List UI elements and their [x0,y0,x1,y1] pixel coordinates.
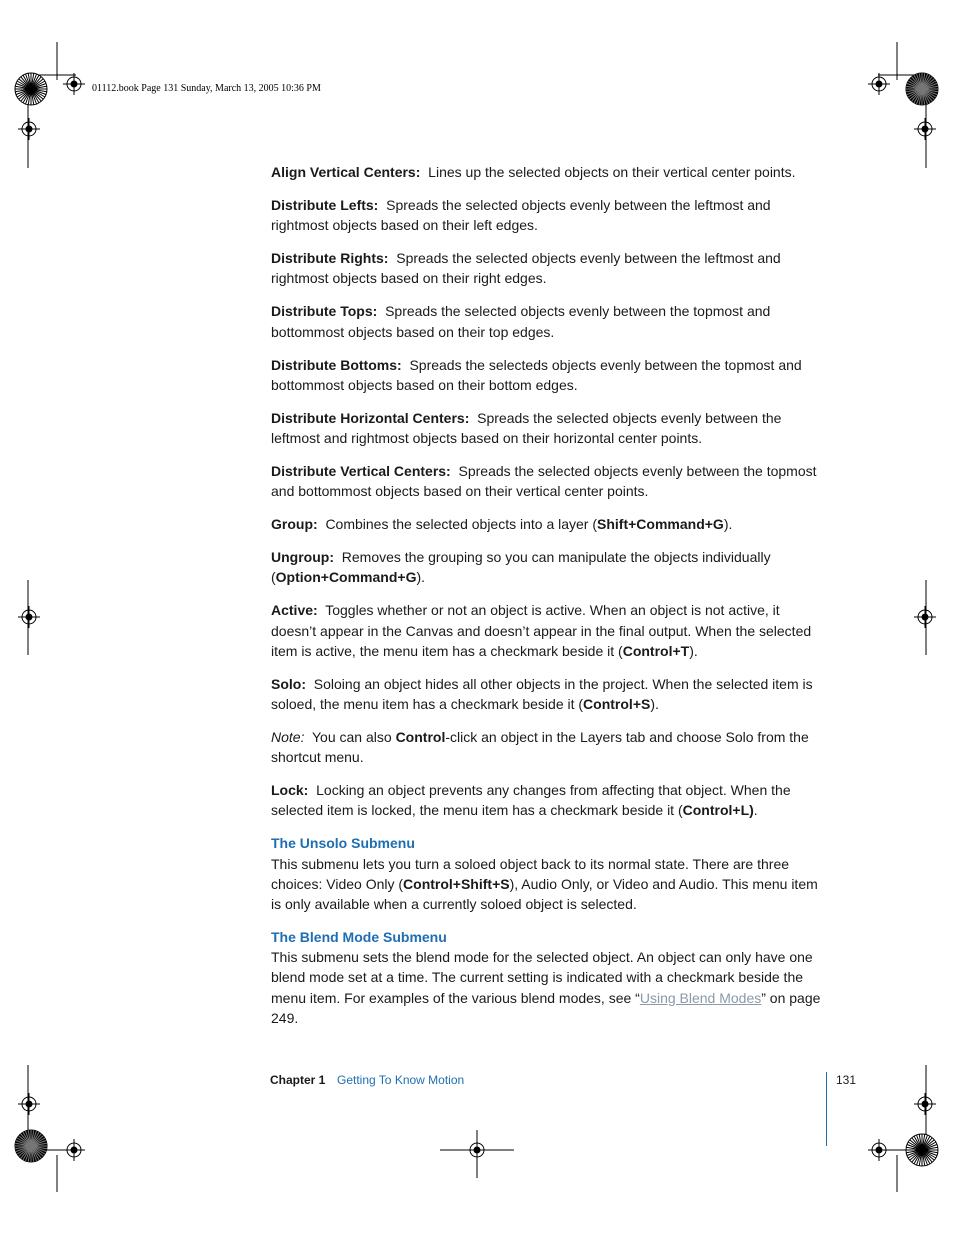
term: Solo: [271,675,306,692]
definition-text: Locking an object prevents any changes from affecting that object. When the selected item is locked, the menu item has a checkmark beside it ( [271,782,791,819]
definition-text: Spreads the selected objects evenly between the leftmost and rightmost objects based on their horizontal center points. [271,409,782,447]
definition-text: Combines the selected objects into a layer ( [325,516,598,533]
definition-distribute-tops [271,301,827,341]
term: Distribute Lefts: [271,197,379,213]
definition-distribute-lefts [271,195,827,235]
definition-distribute-vertical-centers [271,461,827,501]
definition-text: Spreads the selecteds objects evenly between the topmost and bottommost objects based on their bottom edges. [271,356,802,393]
page-number: 131 [836,1073,857,1087]
term: Distribute Rights: [271,250,389,267]
body-text: ), Audio Only, or Video and Audio. This menu item is only available when a currently soloed object is selected. [271,875,818,913]
modifier-key: Control [395,729,446,746]
term: Lock: [271,782,309,799]
term: Distribute Vertical Centers: [271,463,451,480]
definition-align-vertical-centers [271,162,827,182]
blend-mode-submenu-heading: The Blend Mode Submenu [271,929,447,946]
footer-chapter: Chapter 1 [270,1073,326,1087]
body-text: This submenu lets you turn a soloed object back to its normal state. There are three choices: Video Only ( [271,855,790,892]
definition-text: Removes the grouping so you can manipulate the objects individually ( [271,549,771,586]
blend-mode-submenu-body [271,947,827,1028]
book-page-stamp: 01112.book Page 131 Sunday, March 13, 2005 10:36 PM [92,83,321,94]
keyboard-shortcut: Shift+Command+G [597,516,724,533]
unsolo-submenu-heading: The Unsolo Submenu [271,835,415,852]
note-label: Note: [271,729,305,746]
punctuation: ). [689,642,698,659]
definition-solo [271,674,827,714]
keyboard-shortcut: Control+Shift+S [403,875,510,892]
term: Distribute Bottoms: [271,356,402,373]
definition-text: Lines up the selected objects on their vertical center points. [428,164,796,180]
keyboard-shortcut: Control+S [583,696,651,713]
term: Group: [271,516,318,533]
keyboard-shortcut: Control+T [622,642,690,659]
term: Align Vertical Centers: [271,164,421,180]
punctuation: ). [416,569,426,586]
footer-divider [826,1072,827,1146]
footer-chapter-title[interactable]: Getting To Know Motion [337,1073,465,1087]
term: Distribute Tops: [271,303,378,320]
note-text: -click an object in the Layers tab and choose Solo from the shortcut menu. [271,729,809,766]
using-blend-modes-link[interactable]: Using Blend Modes [639,989,762,1006]
definition-text: Toggles whether or not an object is active. When an object is not active, it doesn’t appear in the Canvas and doesn’t appear in the final output. When the selected item is active, the menu item has a checkmark beside it ( [271,602,812,659]
term: Distribute Horizontal Centers: [271,409,470,426]
definition-distribute-bottoms [271,355,827,395]
definition-active [271,600,827,661]
note-solo [271,727,827,767]
punctuation: ). [723,516,733,533]
definition-text: Soloing an object hides all other objects in the project. When the selected item is soloed, the menu item has a checkmark beside it ( [271,675,813,713]
definition-text: Spreads the selected objects evenly between the leftmost and rightmost objects based on their left edges. [271,197,771,234]
unsolo-submenu-body [271,854,827,915]
punctuation: ). [650,696,659,713]
definition-distribute-horizontal-centers [271,408,827,448]
body-text: This submenu sets the blend mode for the selected object. An object can only have one blend mode set at a time. The current setting is indicated with a checkmark beside the menu item. For examples of the various blend modes, see “ [271,949,813,1006]
definition-text: Spreads the selected objects evenly between the topmost and bottommost objects based on their top edges. [271,303,771,340]
body-text: ” on page 249. [271,989,821,1026]
definition-text: Spreads the selected objects evenly between the leftmost and rightmost objects based on their right edges. [271,250,781,287]
page-content [271,162,827,1041]
punctuation: . [753,802,758,819]
term: Ungroup: [271,549,334,566]
keyboard-shortcut: Option+Command+G [275,569,417,586]
keyboard-shortcut: Control+L) [682,802,754,819]
definition-lock [271,780,827,820]
note-text: You can also [312,729,396,746]
definition-ungroup [271,547,827,587]
definition-text: Spreads the selected objects evenly between the topmost and bottommost objects based on their vertical center points. [271,463,817,500]
definition-distribute-rights [271,248,827,288]
definition-group [271,514,827,534]
term: Active: [271,602,318,619]
